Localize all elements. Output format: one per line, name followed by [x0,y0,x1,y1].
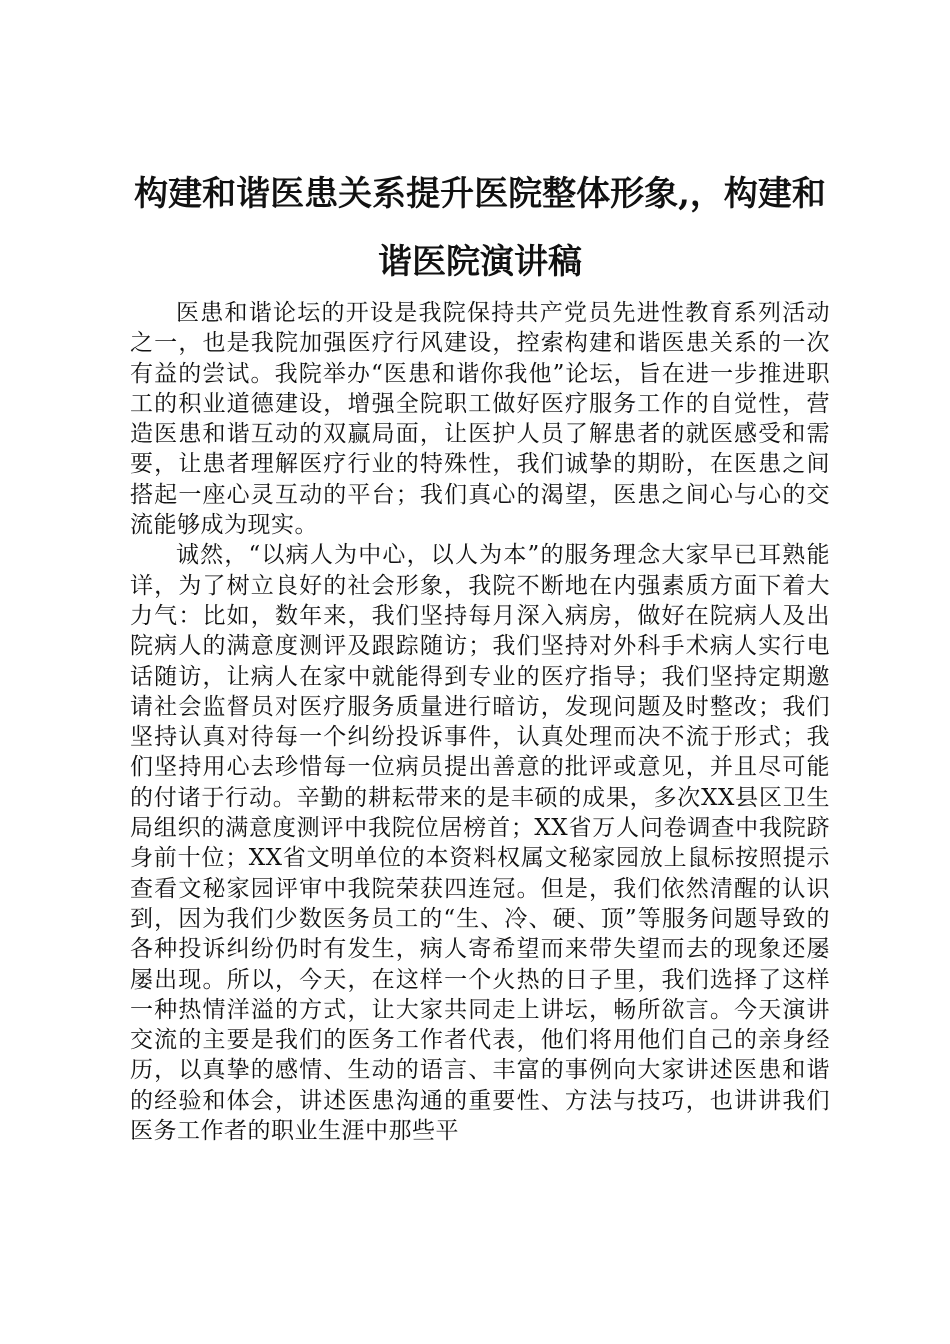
paragraph-2: 诚然，“以病人为中心，以人为本”的服务理念大家早已耳熟能详，为了树立良好的社会形象，我院不断地在内强素质方面下着大力气：比如，数年来，我们坚持每月深入病房，做好在院病人及出院病人的满意度测评及跟踪随访；我们坚持对外科手术病人实行电话随访，让病人在家中就能得到专业的医疗指导；我们坚持定期邀请社会监督员对医疗服务质量进行暗访，发现问题及时整改；我们坚持认真对待每一个纠纷投诉事件，认真处理而决不流于形式；我们坚持用心去珍惜每一位病员提出善意的批评或意见，并且尽可能的付诸于行动。辛勤的耕耘带来的是丰硕的成果，多次XX县区卫生局组织的满意度测评中我院位居榜首；XX省万人问卷调查中我院跻身前十位；XX省文明单位的本资料权属文秘家园放上鼠标按照提示查看文秘家园评审中我院荣获四连冠。但是，我们依然清醒的认识到，因为我们少数医务员工的“生、冷、硬、顶”等服务问题导致的各种投诉纠纷仍时有发生，病人寄希望而来带失望而去的现象还屡屡出现。所以，今天，在这样一个火热的日子里，我们选择了这样一种热情洋溢的方式，让大家共同走上讲坛，畅所欲言。今天演讲交流的主要是我们的医务工作者代表，他们将用他们自己的亲身经历，以真挚的感情、生动的语言、丰富的事例向大家讲述医患和谐的经验和体会，讲述医患沟通的重要性、方法与技巧，也讲讲我们医务工作者的职业生涯中那些平 [130,542,830,1145]
paragraph-1: 医患和谐论坛的开设是我院保持共产党员先进性教育系列活动之一，也是我院加强医疗行风建设，控索构建和谐医患关系的一次有益的尝试。我院举办“医患和谐你我他”论坛，旨在进一步推进职工的积业道德建设，增强全院职工做好医疗服务工作的自觉性，营造医患和谐互动的双赢局面，让医护人员了解患者的就医感受和需要，让患者理解医疗行业的特殊性，我们诚挚的期盼，在医患之间搭起一座心灵互动的平台；我们真心的渴望，医患之间心与心的交流能够成为现实。 [130,300,830,539]
document-title [120,160,840,296]
title-line-2: 谐医院演讲稿 [378,242,582,282]
document-body [130,298,830,1146]
title-line-1: 构建和谐医患关系提升医院整体形象,，构建和 [134,174,826,214]
